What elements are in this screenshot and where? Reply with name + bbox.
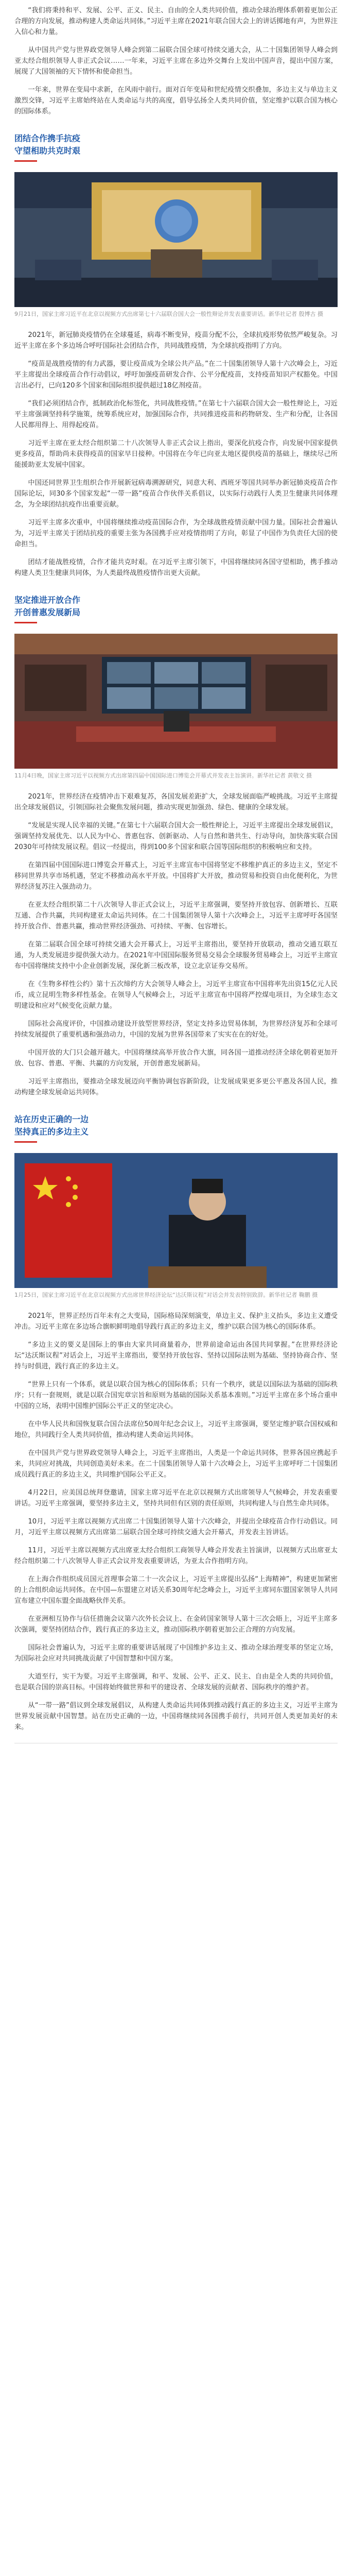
section-heading-1-accent-bar <box>14 160 37 162</box>
section-heading-1-line-2: 守望相助共克时艰 <box>14 146 81 156</box>
section-3-paragraph-8: 11月，习近平主席以视频方式出席亚太经合组织工商领导人峰会并发表主旨演讲，以视频方式出席亚太经合组织第二十八次领导人非正式会议并发表重要讲话，为亚太合作指明方向。 <box>14 1547 338 1565</box>
section-3-paragraph-12: 大道至行，实干为要。习近平主席强调，和平、发展、公平、正义、民主、自由是全人类的共同价值，也是联合国的崇高目标。中国将始终做世界和平的建设者、全球发展的贡献者、国际秩序的维护者。 <box>14 1673 338 1691</box>
section-3-paragraph-7: 10月，习近平主席以视频方式出席二十国集团领导人第十六次峰会，并提出全球疫苗合作行动倡议。同月，习近平主席以视频方式出席第二届联合国全球可持续交通大会开幕式，并发表主旨讲话。 <box>14 1518 338 1536</box>
section-3-paragraph-10: 在亚洲相互协作与信任措施会议第六次外长会议上、在金砖国家领导人第十三次会晤上，习近平主席多次强调，要坚持团结合作，践行真正的多边主义，推动国际秩序朝着更加公正合理的方向发展。 <box>14 1615 338 1634</box>
section-3-paragraph-6: 4月22日，应美国总统拜登邀请，国家主席习近平在北京以视频方式出席领导人气候峰会，并发表重要讲话。习近平主席强调，要坚持多边主义，坚持共同但有区别的责任原则，共同构建人与自然生命共同体。 <box>14 1489 338 1507</box>
section-1-paragraph-2: “疫苗是战胜疫情的有力武器，要让疫苗成为全球公共产品。”在二十国集团领导人第十六次峰会上，习近平主席提出全球疫苗合作行动倡议，呼吁加强疫苗研发合作、公平分配疫苗，支持疫苗知识产权豁免。中国言出必行，已向120多个国家和国际组织提供超过18亿剂疫苗。 <box>14 360 338 389</box>
photo-speech-with-flag <box>14 1153 338 1288</box>
intro-paragraph-1: “我们将秉持和平、发展、公平、正义、民主、自由的全人类共同价值，推动全球治理体系朝着更加公正合理的方向发展，推动构建人类命运共同体。”习近平主席在2021年联合国大会上的讲话掷地有声，为世界注入信心和力量。 <box>14 7 338 36</box>
section-3-paragraph-4: 在中华人民共和国恢复联合国合法席位50周年纪念会议上，习近平主席强调，要坚定维护联合国权威和地位，共同践行全人类共同价值，推动构建人类命运共同体。 <box>14 1420 338 1439</box>
section-1-paragraph-7: 团结才能战胜疫情，合作才能共克时艰。在习近平主席引领下，中国将继续同各国守望相助，携手推动构建人类卫生健康共同体，为人类最终战胜疫情作出更大贡献。 <box>14 558 338 577</box>
section-2-paragraph-5: 在第二届联合国全球可持续交通大会开幕式上，习近平主席指出，要坚持开放联动，推动交通互联互通，为人类发展进步提供强大动力。在2021年中国国际服务贸易交易会全球服务贸易峰会上，习近平主席宣布中国将继续支持中小企业创新发展，深化新三板改革，设立北京证券交易所。 <box>14 941 338 970</box>
section-2-paragraph-9: 习近平主席指出，要推动全球发展迈向平衡协调包容新阶段，让发展成果更多更公平惠及各国人民，推动构建全球发展命运共同体。 <box>14 1078 338 1096</box>
section-3-paragraph-2: “多边主义的要义是国际上的事由大家共同商量着办，世界前途命运由各国共同掌握。”在世界经济论坛“达沃斯议程”对话会上，习近平主席指出，要坚持开放包容、坚持以国际法则为基础、坚持协商合作、坚持与时俱进，践行真正的多边主义。 <box>14 1341 338 1370</box>
section-body-2 <box>14 791 338 1098</box>
section-2-paragraph-1: 2021年，世界经济在疫情冲击下艰难复苏，各国发展差距扩大，全球发展面临严峻挑战。习近平主席提出全球发展倡议，引领国际社会聚焦发展问题，推动实现更加强劲、绿色、健康的全球发展。 <box>14 793 338 811</box>
photo-caption-1: 9月21日，国家主席习近平在北京以视频方式出席第七十六届联合国大会一般性辩论并发表重要讲话。新华社记者 殷博古 摄 <box>14 311 323 317</box>
section-1-paragraph-1: 2021年，新冠肺炎疫情仍在全球蔓延，病毒不断变异，疫苗分配不公，全球抗疫形势依然严峻复杂。习近平主席在多个多边场合呼吁国际社会团结合作，共同战胜疫情，为全球抗疫指明了方向。 <box>14 331 338 350</box>
photo-un-general-assembly <box>14 172 338 307</box>
section-3-paragraph-13: 从“一带一路”倡议到全球发展倡议，从构建人类命运共同体到推动践行真正的多边主义，习近平主席为世界发展贡献中国智慧。站在历史正确的一边，中国将继续同各国携手前行，共同开创人类更加美好的未来。 <box>14 1702 338 1731</box>
section-heading-2 <box>14 594 338 623</box>
section-heading-1-line-1: 团结合作携手抗疫 <box>14 133 81 143</box>
photo-video-conference-hall <box>14 634 338 769</box>
section-2-paragraph-6: 在《生物多样性公约》第十五次缔约方大会领导人峰会上，习近平主席宣布中国将率先出资15亿元人民币，成立昆明生物多样性基金。在领导人气候峰会上，习近平主席宣布中国将严控煤电项目，为全球生态文明建设和应对气候变化贡献力量。 <box>14 980 338 1010</box>
section-1-paragraph-4: 习近平主席在亚太经合组织第二十八次领导人非正式会议上指出，要深化抗疫合作，向发展中国家提供更多疫苗，帮助尚未获得疫苗的国家早日接种。中国将在今年已向亚太地区提供疫苗的基础上，继续尽己所能援助亚太发展中国家。 <box>14 439 338 469</box>
section-3-paragraph-9: 在上海合作组织成员国元首理事会第二十一次会议上，习近平主席提出弘扬“上海精神”，构建更加紧密的上合组织命运共同体。在中国—东盟建立对话关系30周年纪念峰会上，习近平主席同东盟国家领导人共同宣布建立中国东盟全面战略伙伴关系。 <box>14 1575 338 1605</box>
section-2-paragraph-3: 在第四届中国国际进口博览会开幕式上，习近平主席宣布中国将坚定不移维护真正的多边主义，坚定不移同世界共享市场机遇，坚定不移推动高水平开放。中国将扩大开放，推动贸易和投资自由化便利化，为世界经济复苏注入强劲动力。 <box>14 861 338 891</box>
section-heading-1 <box>14 132 338 162</box>
intro-section <box>14 5 338 117</box>
section-3-paragraph-5: 在中国共产党与世界政党领导人峰会上，习近平主席指出，人类是一个命运共同体，世界各国应携起手来，共同应对挑战，共同创造美好未来。在二十国集团领导人第十六次峰会上，习近平主席呼吁二十国集团成员践行真正的多边主义，共同维护国际公平正义。 <box>14 1449 338 1479</box>
intro-paragraph-3: 一年来，世界在变局中求新，在风雨中前行。面对百年变局和世纪疫情交织叠加，多边主义与单边主义激烈交锋，习近平主席始终站在人类命运与共的高度，倡导弘扬全人类共同价值，坚定维护以联合国为核心的国际体系。 <box>14 86 338 115</box>
photo-caption-3: 1月25日，国家主席习近平在北京以视频方式出席世界经济论坛“达沃斯议程”对话会并发表特别致辞。新华社记者 鞠鹏 摄 <box>14 1292 318 1298</box>
section-heading-2-line-1: 坚定推进开放合作 <box>14 595 81 605</box>
section-body-1 <box>14 330 338 579</box>
section-heading-3-line-2: 坚持真正的多边主义 <box>14 1127 89 1137</box>
section-heading-3-accent-bar <box>14 1141 37 1143</box>
section-heading-3-line-1: 站在历史正确的一边 <box>14 1114 89 1124</box>
section-3-paragraph-3: “世界上只有一个体系，就是以联合国为核心的国际体系；只有一个秩序，就是以国际法为基础的国际秩序；只有一套规则，就是以联合国宪章宗旨和原则为基础的国际关系基本准则。”习近平主席在多个场合重申中国的立场，表明中国维护国际公平正义的坚定决心。 <box>14 1381 338 1410</box>
photo-caption-2: 11月4日晚，国家主席习近平以视频方式出席第四届中国国际进口博览会开幕式并发表主旨演讲。新华社记者 黄敬文 摄 <box>14 772 312 779</box>
section-heading-2-line-2: 开创普惠发展新局 <box>14 607 81 617</box>
section-2-paragraph-4: 在亚太经合组织第二十八次领导人非正式会议上，习近平主席强调，要坚持开放包容、创新增长、互联互通、合作共赢，共同构建亚太命运共同体。在二十国集团领导人第十六次峰会上，习近平主席呼吁各国坚持开放合作、普惠共赢，推动世界经济强劲、可持续、平衡、包容增长。 <box>14 901 338 930</box>
section-3-paragraph-11: 国际社会普遍认为，习近平主席的重要讲话展现了中国维护多边主义、推动全球治理变革的坚定立场，为国际社会应对共同挑战贡献了中国智慧和中国方案。 <box>14 1644 338 1663</box>
section-1-paragraph-6: 习近平主席多次重申，中国将继续推动疫苗国际合作，为全球战胜疫情贡献中国力量。国际社会普遍认为，习近平主席关于团结抗疫的重要主张为各国携手应对疫情指明了方向，彰显了中国作为负责任大国的使命担当。 <box>14 519 338 548</box>
section-1-paragraph-5: 中国还同世界卫生组织合作开展新冠病毒溯源研究，同意大利、西班牙等国共同举办新冠肺炎疫苗合作国际论坛，同30多个国家发起“一带一路”疫苗合作伙伴关系倡议，以实际行动践行人类卫生健康共同体理念，为全球团结抗疫作出重要贡献。 <box>14 479 338 509</box>
intro-paragraph-2: 从中国共产党与世界政党领导人峰会到第二届联合国全球可持续交通大会，从二十国集团领导人峰会到亚太经合组织领导人非正式会议……一年来，习近平主席在多边外交舞台上发出中国声音，提出中国方案，展现了大国领袖的天下情怀和使命担当。 <box>14 46 338 76</box>
section-heading-3 <box>14 1113 338 1143</box>
section-body-3 <box>14 1311 338 1733</box>
section-2-paragraph-8: 中国开放的大门只会越开越大。中国将继续高举开放合作大旗，同各国一道推动经济全球化朝着更加开放、包容、普惠、平衡、共赢的方向发展，开创普惠发展新局。 <box>14 1049 338 1067</box>
section-1-paragraph-3: “我们必须团结合作，抵制政治化标签化，共同战胜疫情。”在第七十六届联合国大会一般性辩论上，习近平主席强调坚持科学施策，统筹系统应对，加强国际合作，共同推进疫苗和药物研发、生产和分配，让各国人民都用得上、用得起疫苗。 <box>14 400 338 429</box>
section-3-paragraph-1: 2021年，世界正经历百年未有之大变局，国际格局深刻演变，单边主义、保护主义抬头，多边主义遭受冲击。习近平主席在多边场合旗帜鲜明地倡导践行真正的多边主义，维护以联合国为核心的国际体系。 <box>14 1312 338 1331</box>
section-heading-2-accent-bar <box>14 622 37 623</box>
section-2-paragraph-2: “发展是实现人民幸福的关键。”在第七十六届联合国大会一般性辩论上，习近平主席提出全球发展倡议，强调坚持发展优先、以人民为中心、普惠包容、创新驱动、人与自然和谐共生、行动导向，加快落实联合国2030年可持续发展议程。倡议一经提出，得到100多个国家和联合国等国际组织的积极响应和支持。 <box>14 822 338 851</box>
section-2-paragraph-7: 国际社会高度评价，中国推动建设开放型世界经济，坚定支持多边贸易体制，为世界经济复苏和全球可持续发展提供了重要机遇和强劲动力，中国的发展为世界各国带来了实实在在的好处。 <box>14 1020 338 1039</box>
